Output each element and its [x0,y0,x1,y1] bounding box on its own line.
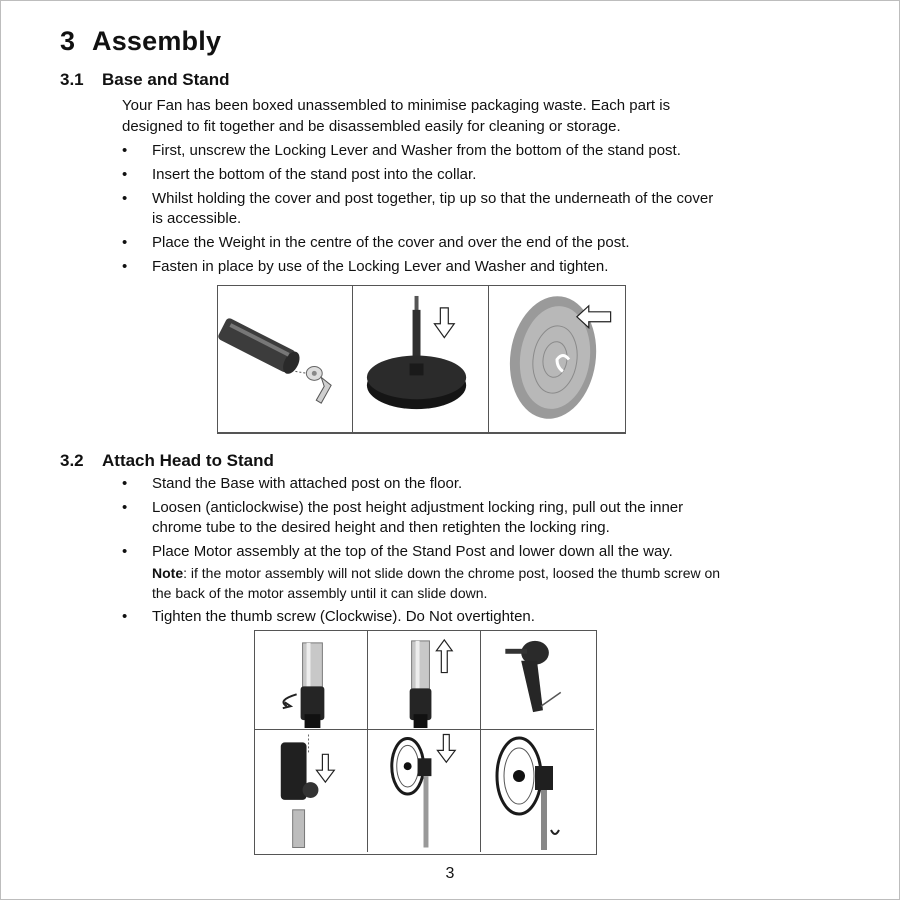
stand-post-illustration [353,286,488,432]
intro-paragraph: Your Fan has been boxed unassembled to minimise packaging waste. Each part is designed to fit together and be disassembled easily for cleaning or storage. [122,97,671,135]
head-attachment-figure [254,630,597,855]
figure-panel-head-on-post [368,730,481,852]
motor-assembly-illustration [255,730,367,852]
subsection-number: 3.2 [60,451,84,470]
figure-panel-cover-underside [489,286,625,433]
list-item: • First, unscrew the Locking Lever and Washer from the bottom of the stand post. [122,141,722,161]
motor-mount-illustration [481,631,594,729]
list-item: • Tighten the thumb screw (Clockwise). Do Not overtighten. [122,607,722,627]
list-item: • Place the Weight in the centre of the cover and over the end of the post. [122,233,722,253]
note-label: Note [152,565,184,581]
figure-panel-lever-washer [218,286,353,433]
list-item: • Whilst holding the cover and post together, tip up so that the underneath of the cover is accessible. [122,189,722,229]
assembled-fan-illustration [481,730,594,852]
section-heading [60,26,221,57]
subsection-number: 3.1 [60,70,84,89]
list-item: • Loosen (anticlockwise) the post height adjustment locking ring, pull out the inner chrome tube to the desired height and then retighten the locking ring. [122,498,722,538]
subsection-heading-base-stand [60,70,230,90]
figure-panel-thumb-screw [481,631,594,730]
list-item [122,542,722,603]
locking-ring-illustration [255,631,367,729]
section-title: Assembly [92,26,222,56]
note [152,563,722,603]
subsection-title: Attach Head to Stand [102,451,274,470]
list-item: • Insert the bottom of the stand post into the collar. [122,165,722,185]
step-text: Place Motor assembly at the top of the Stand Post and lower down all the way. [152,543,673,560]
page-number: 3 [445,865,455,882]
subsection-title: Base and Stand [102,70,230,89]
figure-panel-lower-motor [255,730,368,852]
list-item: • Stand the Base with attached post on the floor. [122,474,722,494]
lever-washer-illustration [218,286,352,432]
figure-panel-complete-fan [481,730,594,852]
figure-panel-loosen-ring [255,631,368,730]
base-cover-illustration [489,286,625,432]
figure-panel-pull-tube [368,631,481,730]
fan-head-illustration [368,730,480,852]
figure-panel-insert-post [353,286,489,433]
attach-head-steps [122,474,722,631]
note-text: : if the motor assembly will not slide down the chrome post, loosed the thumb screw on the back of the motor assembly until it can slide down. [152,565,721,601]
list-item: • Fasten in place by use of the Locking Lever and Washer and tighten. [122,257,722,277]
chrome-tube-illustration [368,631,480,729]
base-stand-steps [122,141,722,281]
subsection-heading-attach-head [60,451,274,471]
base-assembly-figure [217,285,626,434]
section-number: 3 [60,26,76,56]
